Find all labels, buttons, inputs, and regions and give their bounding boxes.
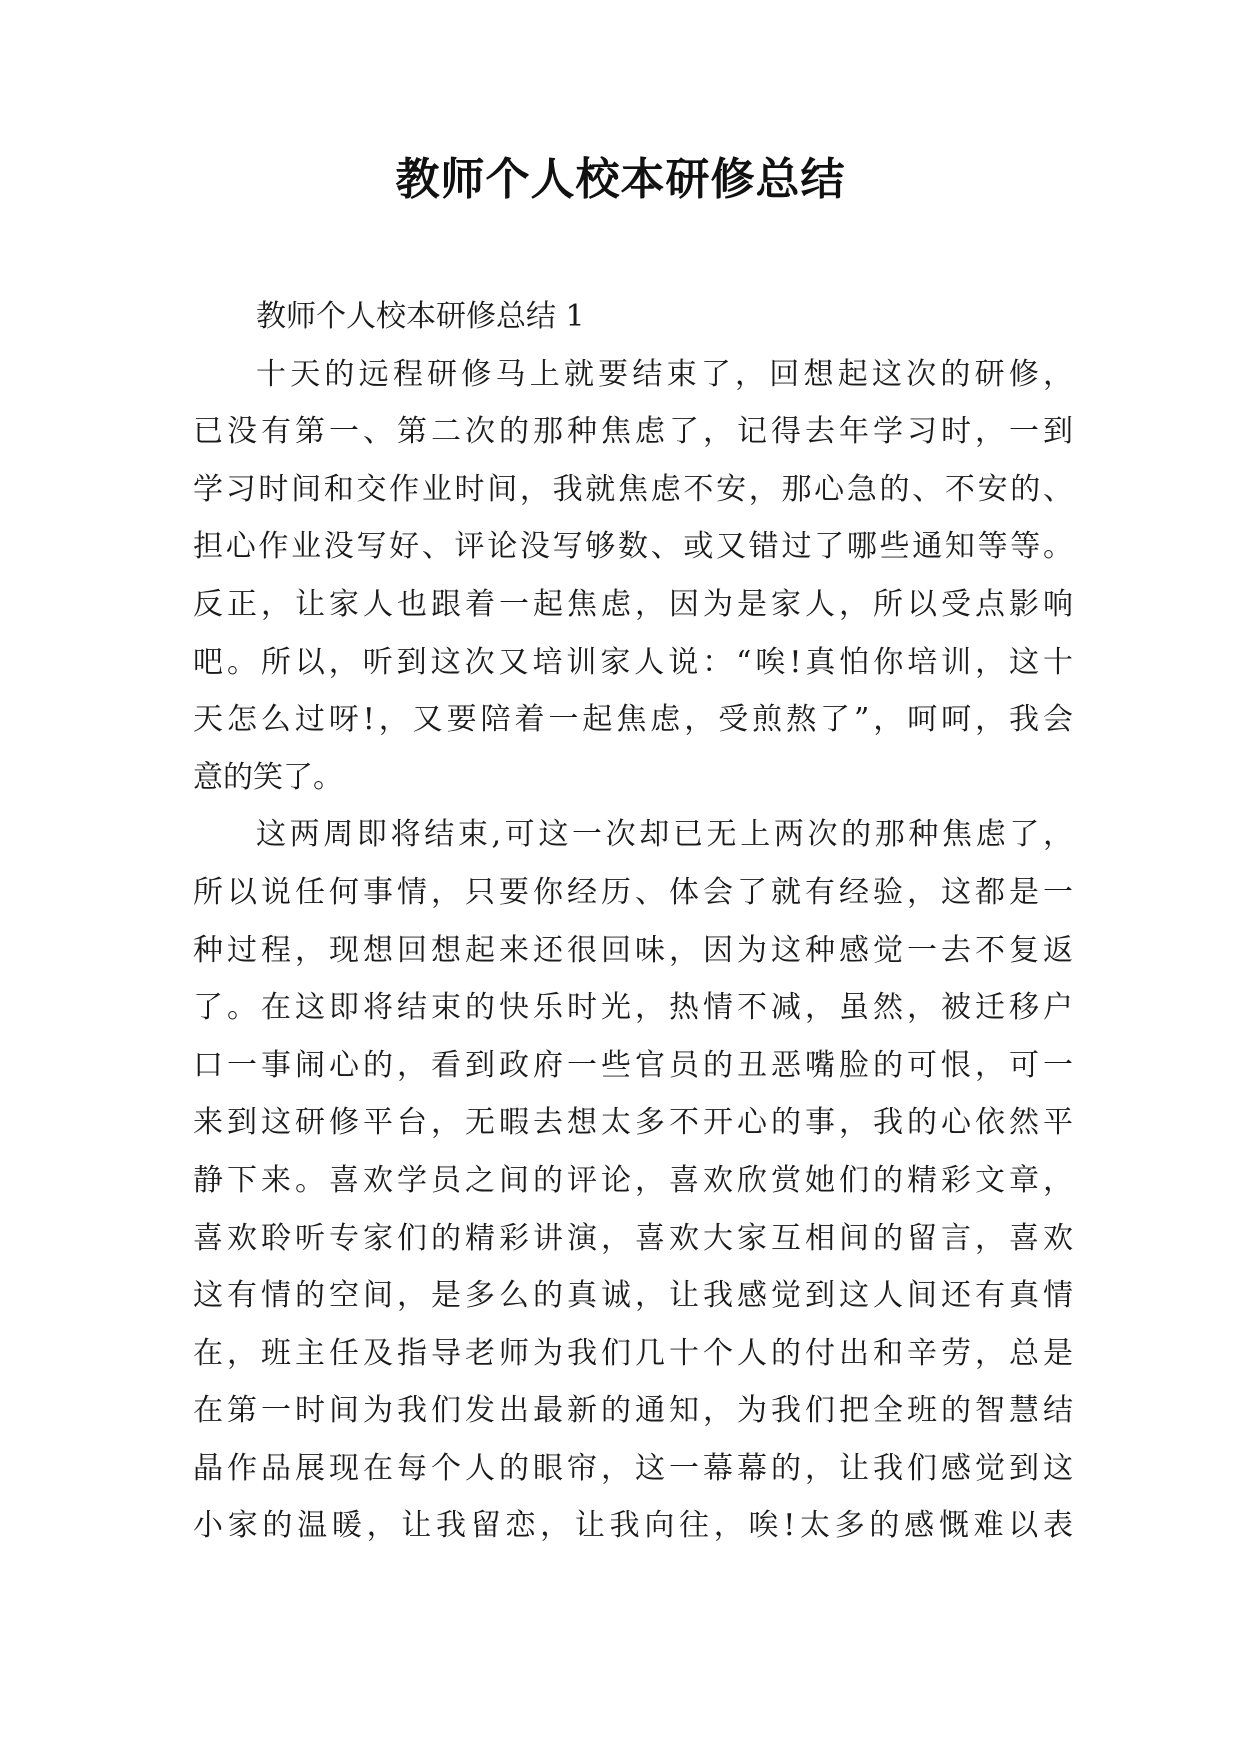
paragraph-2: [193, 806, 1073, 1555]
paragraph-line: 小家的温暖，让我留恋，让我向往，唉!太多的感慨难以表: [193, 1508, 1073, 1544]
section-heading: 教师个人校本研修总结 1: [256, 299, 585, 334]
paragraph-line: 这有情的空间，是多么的真诚，让我感觉到这人间还有真情: [193, 1278, 1073, 1314]
paragraph-line: 这两周即将结束,可这一次却已无上两次的那种焦虑了，: [256, 817, 1073, 853]
paragraph-line: 十天的远程研修马上就要结束了，回想起这次的研修，: [256, 356, 1073, 392]
paragraph-line: 来到这研修平台，无暇去想太多不开心的事，我的心依然平: [193, 1105, 1073, 1141]
paragraph-line: 反正，让家人也跟着一起焦虑，因为是家人，所以受点影响: [193, 586, 1073, 622]
paragraph-line: 种过程，现想回想起来还很回味，因为这种感觉一去不复返: [193, 932, 1073, 968]
paragraph-line: 天怎么过呀!，又要陪着一起焦虑，受煎熬了”，呵呵，我会: [193, 702, 1073, 738]
paragraph-1: [193, 346, 1073, 807]
paragraph-line: 担心作业没写好、评论没写够数、或又错过了哪些通知等等。: [193, 529, 1073, 565]
paragraph-line: 在，班主任及指导老师为我们几十个人的付出和辛劳，总是: [193, 1335, 1073, 1371]
paragraph-line: 了。在这即将结束的快乐时光，热情不减，虽然，被迁移户: [193, 990, 1073, 1026]
paragraph-line: 在第一时间为我们发出最新的通知，为我们把全班的智慧结: [193, 1393, 1073, 1429]
paragraph-line: 已没有第一、第二次的那种焦虑了，记得去年学习时，一到: [193, 414, 1073, 450]
document-title: 教师个人校本研修总结: [395, 154, 846, 205]
paragraph-line: 口一事闹心的，看到政府一些官员的丑恶嘴脸的可恨，可一: [193, 1047, 1073, 1083]
paragraph-line: 意的笑了。: [193, 759, 343, 795]
paragraph-line: 晶作品展现在每个人的眼帘，这一幕幕的，让我们感觉到这: [193, 1450, 1073, 1486]
paragraph-line: 所以说任何事情，只要你经历、体会了就有经验，这都是一: [193, 874, 1073, 910]
paragraph-line: 学习时间和交作业时间，我就焦虑不安，那心急的、不安的、: [193, 471, 1073, 507]
paragraph-line: 吧。所以，听到这次又培训家人说：“唉!真怕你培训，这十: [193, 644, 1073, 680]
paragraph-line: 喜欢聆听专家们的精彩讲演，喜欢大家互相间的留言，喜欢: [193, 1220, 1073, 1256]
document-body: [193, 288, 1073, 1555]
paragraph-line: 静下来。喜欢学员之间的评论，喜欢欣赏她们的精彩文章，: [193, 1162, 1073, 1198]
